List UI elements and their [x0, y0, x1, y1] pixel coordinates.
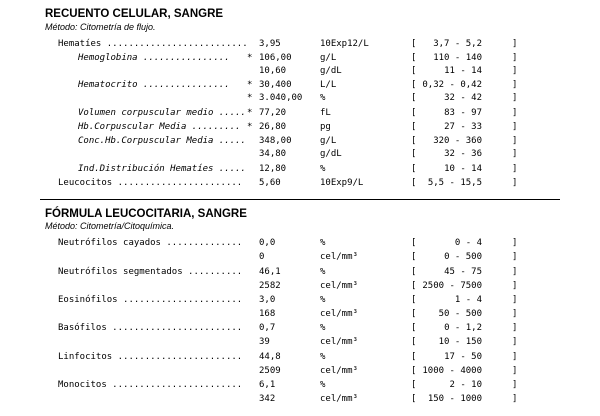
range-open-bracket: [: [411, 66, 417, 76]
row-range: 2500 - 7500: [422, 281, 482, 291]
range-close-bracket: ]: [512, 337, 518, 347]
row-value: 0,0: [259, 238, 276, 248]
row-unit: pg: [320, 122, 331, 132]
row-unit: %: [320, 238, 326, 248]
section-title-recuento: RECUENTO CELULAR, SANGRE: [45, 8, 224, 20]
row-value: 30,400: [259, 80, 292, 90]
row-value: 39: [259, 337, 270, 347]
range-open-bracket: [: [411, 53, 417, 63]
row-value: 6,1: [259, 380, 276, 390]
range-open-bracket: [: [411, 394, 417, 404]
row-label: Linfocitos .......................: [58, 352, 243, 362]
row-unit: %: [320, 93, 326, 103]
table-row: [0, 392, 600, 406]
range-open-bracket: [: [411, 39, 417, 49]
row-value: 26,80: [259, 122, 287, 132]
range-close-bracket: ]: [512, 309, 518, 319]
range-open-bracket: [: [411, 122, 417, 132]
range-open-bracket: [: [411, 281, 417, 291]
row-label: Basófilos ........................: [58, 323, 243, 333]
table-row: [0, 78, 600, 92]
range-close-bracket: ]: [512, 80, 518, 90]
row-label: Hemoglobina ................: [78, 53, 230, 63]
row-unit: %: [320, 164, 326, 174]
range-close-bracket: ]: [512, 238, 518, 248]
row-value: 34,80: [259, 149, 287, 159]
row-value: 106,00: [259, 53, 292, 63]
row-value: 3,0: [259, 295, 276, 305]
range-open-bracket: [: [411, 352, 417, 362]
row-unit: L/L: [320, 80, 337, 90]
row-label: Eosinófilos ......................: [58, 295, 243, 305]
table-row: [0, 91, 600, 105]
range-open-bracket: [: [411, 337, 417, 347]
table-row: [0, 335, 600, 349]
range-close-bracket: ]: [512, 39, 518, 49]
range-close-bracket: ]: [512, 352, 518, 362]
table-row: [0, 134, 600, 148]
row-unit: cel/mm³: [320, 337, 358, 347]
range-open-bracket: [: [411, 238, 417, 248]
range-open-bracket: [: [411, 366, 417, 376]
range-open-bracket: [: [411, 93, 417, 103]
row-range: 0,32 - 0,42: [422, 80, 482, 90]
row-value: 0,7: [259, 323, 276, 333]
row-value: 12,80: [259, 164, 287, 174]
row-range: 27 - 33: [444, 122, 482, 132]
row-unit: cel/mm³: [320, 394, 358, 404]
range-close-bracket: ]: [512, 136, 518, 146]
row-unit: cel/mm³: [320, 252, 358, 262]
row-range: 17 - 50: [444, 352, 482, 362]
row-value: 342: [259, 394, 276, 404]
table-row: [0, 279, 600, 293]
row-flag: *: [247, 53, 253, 63]
row-range: 10 - 14: [444, 164, 482, 174]
row-unit: fL: [320, 108, 331, 118]
section-title-formula: FÓRMULA LEUCOCITARIA, SANGRE: [45, 208, 247, 220]
range-open-bracket: [: [411, 267, 417, 277]
section-method-formula: Método: Citometría/Citoquímica.: [45, 221, 175, 231]
row-range: 0 - 500: [444, 252, 482, 262]
table-row: [0, 37, 600, 51]
row-range: 150 - 1000: [427, 394, 482, 404]
row-range: 45 - 75: [444, 267, 482, 277]
row-flag: *: [247, 108, 253, 118]
row-unit: 10Exp9/L: [320, 178, 364, 188]
row-label: Conc.Hb.Corpuscular Media .....: [78, 136, 246, 146]
row-flag: *: [247, 122, 253, 132]
row-flag: *: [247, 93, 253, 103]
range-open-bracket: [: [411, 149, 417, 159]
table-row: [0, 321, 600, 335]
table-row: [0, 265, 600, 279]
range-open-bracket: [: [411, 80, 417, 90]
range-open-bracket: [: [411, 252, 417, 262]
row-range: 50 - 500: [438, 309, 482, 319]
row-label: Neutrófilos cayados ..............: [58, 238, 243, 248]
row-unit: cel/mm³: [320, 281, 358, 291]
table-row: [0, 162, 600, 176]
table-row: [0, 147, 600, 161]
row-unit: g/dL: [320, 66, 342, 76]
row-label: Volumen corpuscular medio .....: [78, 108, 246, 118]
range-close-bracket: ]: [512, 149, 518, 159]
table-row: [0, 51, 600, 65]
row-unit: g/L: [320, 53, 337, 63]
table-row: [0, 364, 600, 378]
range-close-bracket: ]: [512, 108, 518, 118]
range-close-bracket: ]: [512, 252, 518, 262]
range-close-bracket: ]: [512, 66, 518, 76]
range-open-bracket: [: [411, 108, 417, 118]
range-close-bracket: ]: [512, 366, 518, 376]
range-close-bracket: ]: [512, 164, 518, 174]
range-open-bracket: [: [411, 309, 417, 319]
row-unit: cel/mm³: [320, 309, 358, 319]
row-unit: %: [320, 323, 326, 333]
row-range: 5,5 - 15,5: [427, 178, 482, 188]
row-value: 3,95: [259, 39, 281, 49]
range-open-bracket: [: [411, 295, 417, 305]
table-row: [0, 236, 600, 250]
row-range: 110 - 140: [433, 53, 482, 63]
table-row: [0, 120, 600, 134]
row-value: 3.040,00: [259, 93, 303, 103]
row-range: 10 - 150: [438, 337, 482, 347]
row-unit: cel/mm³: [320, 366, 358, 376]
row-unit: %: [320, 380, 326, 390]
row-range: 83 - 97: [444, 108, 482, 118]
row-value: 44,8: [259, 352, 281, 362]
row-range: 1 - 4: [454, 295, 482, 305]
row-unit: %: [320, 352, 326, 362]
row-value: 77,20: [259, 108, 287, 118]
table-row: [0, 378, 600, 392]
range-close-bracket: ]: [512, 380, 518, 390]
table-row: [0, 250, 600, 264]
row-unit: g/dL: [320, 149, 342, 159]
row-label: Hematíes ..........................: [58, 39, 248, 49]
row-value: 46,1: [259, 267, 281, 277]
row-range: 32 - 36: [444, 149, 482, 159]
row-range: 1000 - 4000: [422, 366, 482, 376]
row-range: 0 - 1,2: [444, 323, 482, 333]
row-value: 168: [259, 309, 276, 319]
table-row: [0, 350, 600, 364]
range-close-bracket: ]: [512, 267, 518, 277]
table-row: [0, 176, 600, 190]
row-range: 0 - 4: [454, 238, 482, 248]
range-open-bracket: [: [411, 136, 417, 146]
row-value: 2582: [259, 281, 281, 291]
row-value: 2509: [259, 366, 281, 376]
row-unit: %: [320, 267, 326, 277]
range-close-bracket: ]: [512, 122, 518, 132]
section-divider: [40, 199, 560, 200]
row-label: Ind.Distribución Hematíes .....: [78, 164, 246, 174]
range-close-bracket: ]: [512, 323, 518, 333]
row-label: Hb.Corpuscular Media .........: [78, 122, 241, 132]
table-row: [0, 106, 600, 120]
row-range: 32 - 42: [444, 93, 482, 103]
row-range: 2 - 10: [449, 380, 482, 390]
table-row: [0, 307, 600, 321]
row-unit: g/L: [320, 136, 337, 146]
row-range: 320 - 360: [433, 136, 482, 146]
range-open-bracket: [: [411, 323, 417, 333]
range-close-bracket: ]: [512, 178, 518, 188]
table-row: [0, 64, 600, 78]
row-label: Hematocrito ................: [78, 80, 230, 90]
range-open-bracket: [: [411, 380, 417, 390]
row-flag: *: [247, 80, 253, 90]
row-range: 3,7 - 5,2: [433, 39, 482, 49]
section-method-recuento: Método: Citometría de flujo.: [45, 22, 156, 32]
range-open-bracket: [: [411, 164, 417, 174]
row-value: 10,60: [259, 66, 287, 76]
row-value: 348,00: [259, 136, 292, 146]
table-row: [0, 293, 600, 307]
range-close-bracket: ]: [512, 281, 518, 291]
row-unit: 10Exp12/L: [320, 39, 369, 49]
row-label: Leucocitos .......................: [58, 178, 243, 188]
range-close-bracket: ]: [512, 53, 518, 63]
row-unit: %: [320, 295, 326, 305]
row-value: 5,60: [259, 178, 281, 188]
range-close-bracket: ]: [512, 93, 518, 103]
range-close-bracket: ]: [512, 394, 518, 404]
range-open-bracket: [: [411, 178, 417, 188]
row-value: 0: [259, 252, 265, 262]
row-range: 11 - 14: [444, 66, 482, 76]
range-close-bracket: ]: [512, 295, 518, 305]
row-label: Monocitos ........................: [58, 380, 243, 390]
row-label: Neutrófilos segmentados ..........: [58, 267, 243, 277]
